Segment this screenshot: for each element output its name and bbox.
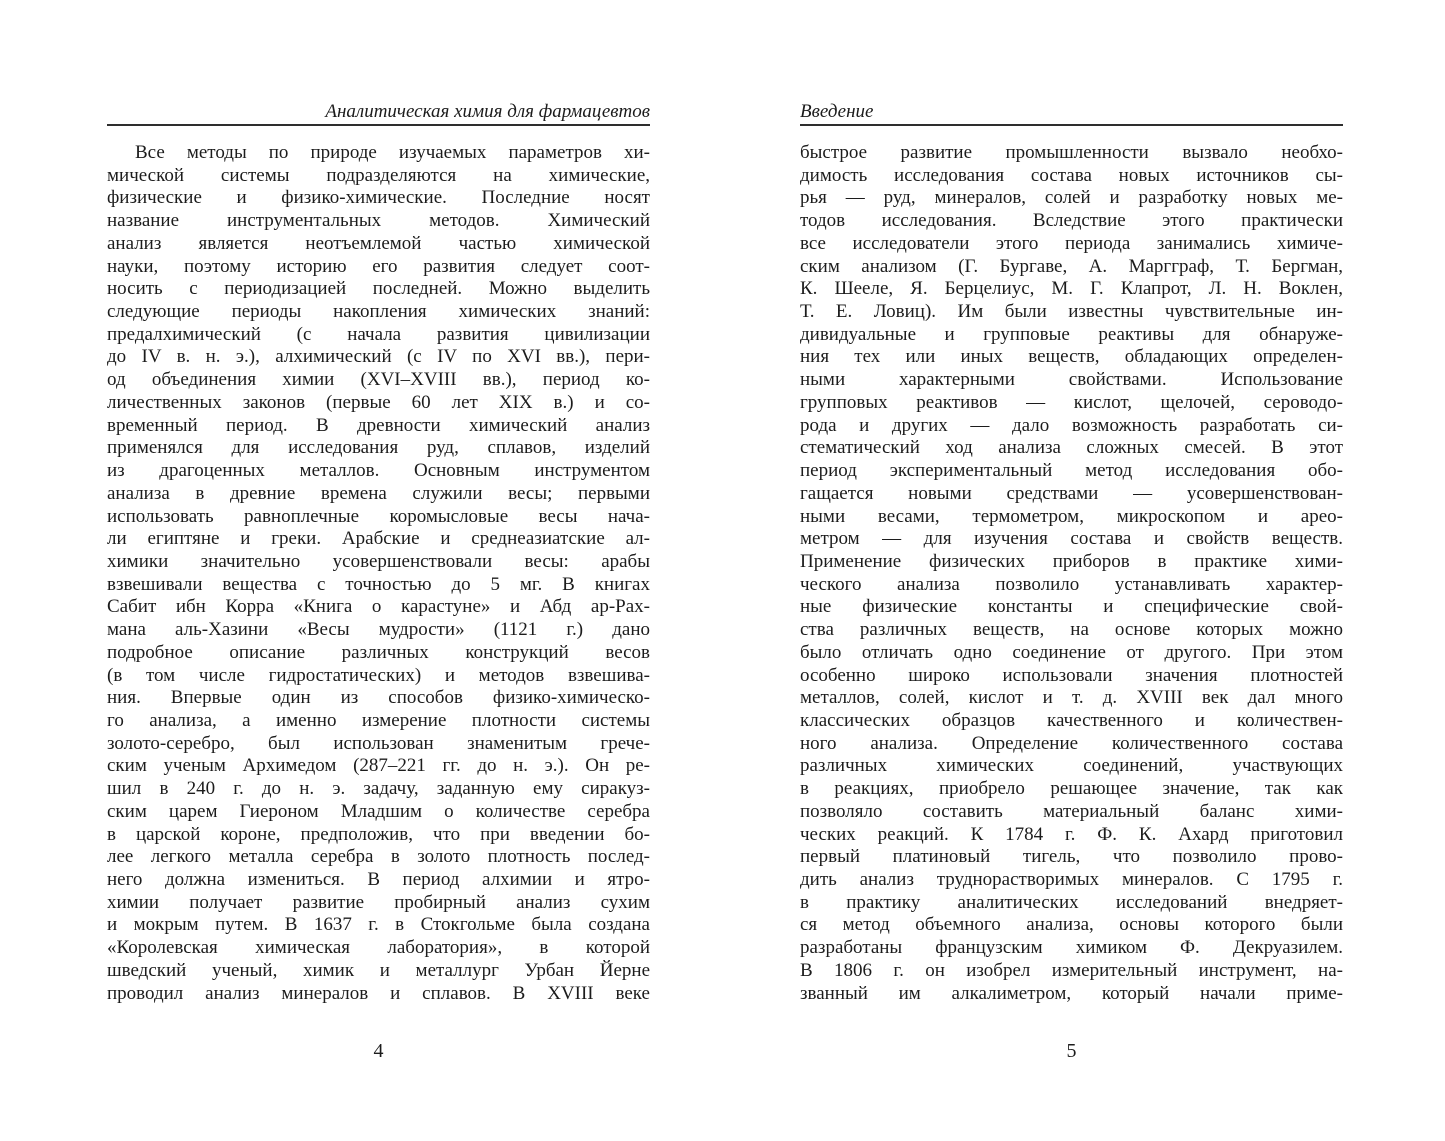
text-line: позволяло составить материальный баланс хими- bbox=[800, 800, 1343, 822]
text-line: «Королевская химическая лаборатория», в которой bbox=[107, 937, 650, 959]
text-line: анализ является неотъемлемой частью химической bbox=[107, 232, 650, 254]
text-line: него должна измениться. В период алхимии и ятро- bbox=[107, 869, 650, 890]
text-line: групповых реактивов — кислот, щелочей, сероводо- bbox=[800, 391, 1343, 413]
page-number: 5 bbox=[1066, 1040, 1077, 1063]
text-line: гащается новыми средствами — усовершенствован- bbox=[800, 482, 1343, 504]
text-line: носить с периодизацией последней. Можно выделить bbox=[107, 278, 650, 300]
text-line: металлов, солей, кислот и т. д. XVIII век дал много bbox=[800, 687, 1343, 709]
text-line: подробное описание различных конструкций весов bbox=[107, 641, 650, 663]
text-line: взвешивали вещества с точностью до 5 мг. В книгах bbox=[107, 573, 650, 595]
text-line: название инструментальных методов. Химический bbox=[107, 210, 650, 232]
text-line: го анализа, а именно измерение плотности системы bbox=[107, 709, 650, 731]
running-head-chapter-title: Введение bbox=[800, 101, 1343, 126]
right-page bbox=[800, 101, 1343, 1062]
text-line: временный период. В древности химический анализ bbox=[107, 414, 650, 436]
text-line: метром — для изучения состава и свойств веществ. bbox=[800, 528, 1343, 550]
text-line: ским анализом (Г. Бургаве, А. Маргграф, Т. Бергман, bbox=[800, 255, 1343, 277]
text-line: од объединения химии (XVI–XVIII вв.), период ко- bbox=[107, 369, 650, 391]
text-line: (в том числе гидростатических) и методов взвешива- bbox=[107, 664, 650, 686]
text-line: анализа в древние времена служили весы; первыми bbox=[107, 482, 650, 504]
text-line: лее легкого металла серебра в золото плотность послед- bbox=[107, 846, 650, 868]
text-line: рода и других — дало возможность разработать си- bbox=[800, 414, 1343, 436]
text-line: использовать равноплечные коромысловые весы нача- bbox=[107, 505, 650, 527]
text-line: ским ученым Архимедом (287–221 гг. до н. э.). Он ре- bbox=[107, 755, 650, 777]
page-body-text bbox=[107, 142, 650, 1005]
text-line: в практику аналитических исследований внедряет- bbox=[800, 891, 1343, 913]
text-line: физические и физико-химические. Последние носят bbox=[107, 187, 650, 209]
text-line: предалхимический (с начала развития цивилизации bbox=[107, 323, 650, 345]
text-line: первый платиновый тигель, что позволило прово- bbox=[800, 846, 1343, 868]
running-head-book-title: Аналитическая химия для фармацевтов bbox=[107, 101, 650, 126]
text-line: димость исследования состава новых источников сы- bbox=[800, 164, 1343, 186]
text-line: тодов исследования. Вследствие этого практически bbox=[800, 210, 1343, 232]
text-line: мана аль-Хазини «Весы мудрости» (1121 г.) дано bbox=[107, 619, 650, 641]
text-line: классических образцов качественного и количествен- bbox=[800, 709, 1343, 731]
text-line: было отличать одно соединение от другого. При этом bbox=[800, 641, 1343, 663]
text-line: К. Шееле, Я. Берцелиус, М. Г. Клапрот, Л. Н. Воклен, bbox=[800, 278, 1343, 300]
text-line: Т. Е. Ловиц). Им были известны чувствительные ин- bbox=[800, 301, 1343, 323]
text-line: ческих реакций. К 1784 г. Ф. К. Ахард приготовил bbox=[800, 823, 1343, 845]
text-line: шил в 240 г. до н. э. задачу, заданную ему сиракуз- bbox=[107, 778, 650, 800]
text-line: проводил анализ минералов и сплавов. В XVIII веке bbox=[107, 982, 650, 1004]
text-line: ными характерными свойствами. Использование bbox=[800, 369, 1343, 391]
text-line: ским царем Гиероном Младшим о количестве серебра bbox=[107, 800, 650, 822]
text-line: дивидуальные и групповые реактивы для обнаруже- bbox=[800, 323, 1343, 345]
text-line: ческого анализа позволило устанавливать характер- bbox=[800, 573, 1343, 595]
text-line: ли египтяне и греки. Арабские и среднеазиатские ал- bbox=[107, 528, 650, 550]
text-line: ся метод объемного анализа, основы которого были bbox=[800, 914, 1343, 936]
text-line: Применение физических приборов в практике хими- bbox=[800, 550, 1343, 572]
text-line: мической системы подразделяются на химические, bbox=[107, 164, 650, 186]
text-line: ные физические константы и специфические свой- bbox=[800, 596, 1343, 618]
text-line: различных химических соединений, участвующих bbox=[800, 755, 1343, 777]
text-line: ния. Впервые один из способов физико-химическо- bbox=[107, 687, 650, 709]
text-line: рья — руд, минералов, солей и разработку новых ме- bbox=[800, 187, 1343, 209]
text-line: из драгоценных металлов. Основным инструментом bbox=[107, 460, 650, 482]
text-line: Все методы по природе изучаемых параметров хи- bbox=[135, 142, 650, 163]
text-line: все исследователи этого периода занимались химиче- bbox=[800, 232, 1343, 254]
text-line: химики значительно усовершенствовали весы: арабы bbox=[107, 550, 650, 572]
text-line: дить анализ труднорастворимых минералов. С 1795 г. bbox=[800, 869, 1343, 890]
text-line: стематический ход анализа сложных смесей. В этот bbox=[800, 437, 1343, 459]
text-line: званный им алкалиметром, который начали приме- bbox=[800, 982, 1343, 1004]
page-number: 4 bbox=[373, 1040, 384, 1063]
text-line: ного анализа. Определение количественного состава bbox=[800, 732, 1343, 754]
text-line: в реакциях, приобрело решающее значение, так как bbox=[800, 778, 1343, 800]
text-line: до IV в. н. э.), алхимический (с IV по XVI вв.), пери- bbox=[107, 346, 650, 368]
text-line: Сабит ибн Корра «Книга о карастуне» и Абд ар-Рах- bbox=[107, 596, 650, 618]
text-line: ными весами, термометром, микроскопом и арео- bbox=[800, 505, 1343, 527]
text-line: химии получает развитие пробирный анализ сухим bbox=[107, 891, 650, 913]
left-page bbox=[107, 101, 650, 1062]
text-line: следующие периоды накопления химических знаний: bbox=[107, 301, 650, 323]
page-body-text bbox=[800, 142, 1343, 1005]
text-line: и мокрым путем. В 1637 г. в Стокгольме была создана bbox=[107, 914, 650, 936]
text-line: в царской короне, предположив, что при введении бо- bbox=[107, 823, 650, 845]
text-line: быстрое развитие промышленности вызвало необхо- bbox=[800, 142, 1343, 163]
text-line: В 1806 г. он изобрел измерительный инструмент, на- bbox=[800, 959, 1343, 981]
text-line: особенно широко использовали значения плотностей bbox=[800, 664, 1343, 686]
text-line: науки, поэтому историю его развития следует соот- bbox=[107, 255, 650, 277]
text-line: разработаны французским химиком Ф. Декруазилем. bbox=[800, 937, 1343, 959]
text-line: шведский ученый, химик и металлург Урбан Йерне bbox=[107, 959, 650, 981]
text-line: золото-серебро, был использован знаменитым грече- bbox=[107, 732, 650, 754]
text-line: период экспериментальный метод исследования обо- bbox=[800, 460, 1343, 482]
text-line: ства различных веществ, на основе которых можно bbox=[800, 619, 1343, 641]
text-line: ния тех или иных веществ, обладающих определен- bbox=[800, 346, 1343, 368]
text-line: применялся для исследования руд, сплавов, изделий bbox=[107, 437, 650, 459]
text-line: личественных законов (первые 60 лет XIX в.) и со- bbox=[107, 391, 650, 413]
